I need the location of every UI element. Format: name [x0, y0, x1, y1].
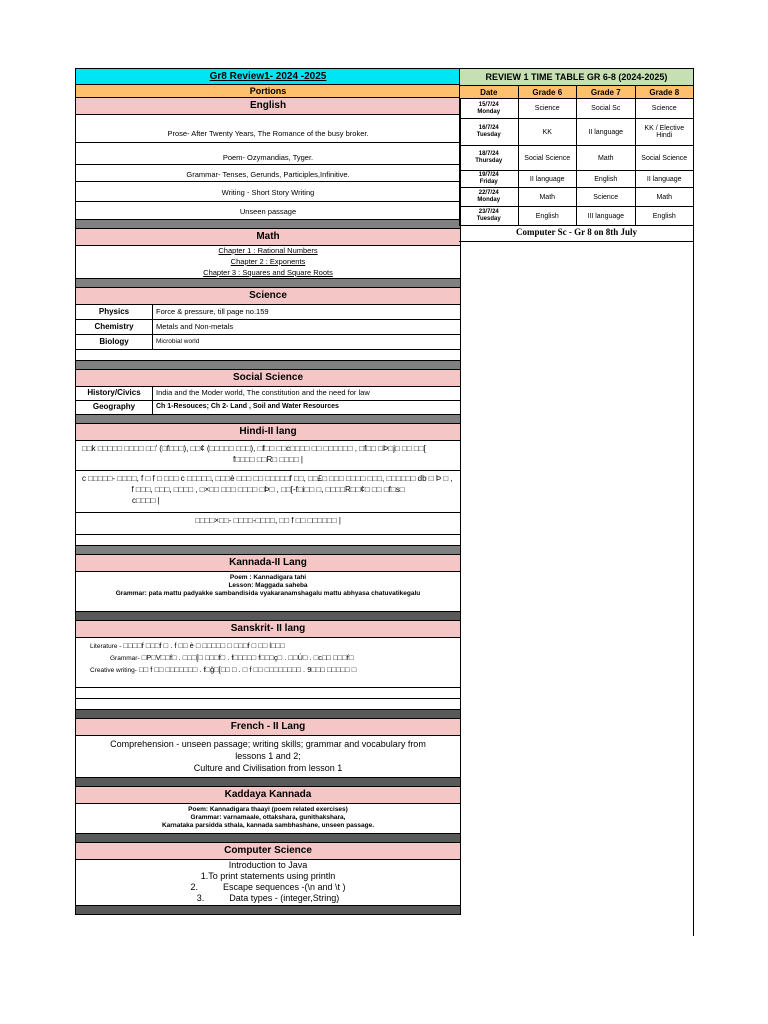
table-row: 22/7/24 Monday Math Science Math	[460, 188, 694, 207]
hindi-text-1: □□k □□□□□ □□□□ □□' (□f□□□), □□¢ (□□□□□ □□□), □f□□ □□c□□□□ □□ □□□□□□ , □f□□ □Þ□j□ □□ □□[ f□□□□ □□R□ □□□□ |	[76, 441, 460, 471]
separator	[76, 279, 460, 288]
english-grammar: Grammar- Tenses, Gerunds, Participles,Infinitive.	[76, 165, 460, 182]
separator	[76, 220, 460, 229]
separator	[76, 710, 460, 719]
english-writing: Writing - Short Story Writing	[76, 182, 460, 202]
english-prose: Prose- After Twenty Years, The Romance of the busy broker.	[76, 115, 460, 143]
table-row: 15/7/24 Monday Science Social Sc Science	[460, 99, 694, 119]
timetable-title: REVIEW 1 TIME TABLE GR 6-8 (2024-2025)	[460, 69, 694, 86]
portions-sheet	[75, 68, 461, 915]
hindi-text-2: c □□□□□- □□□□, f □ f □ □□□ c □□□□□, □□□è □□□ □□ □□□□□f □□, □□£□ □□□ □□□□ □□□, □□□□□□ db □ Þ □ , f □□□, □□□, □□□□ , □×□□ □□□ □□□□ □Þ□ , □□[-f□i□□ □, □□□□R□□¢□ □□ □f□s□ c□□□□ |	[76, 471, 460, 513]
french-content: Comprehension - unseen passage; writing skills; grammar and vocabulary from lessons 1 and 2; Culture and Civilisation from lesson 1	[76, 736, 460, 778]
hindi-heading: Hindi-II lang	[76, 424, 460, 441]
math-chapter-2: Chapter 2 : Exponents	[230, 257, 306, 266]
header-grade6: Grade 6	[518, 86, 577, 99]
header-date: Date	[460, 86, 519, 99]
french-heading: French - II Lang	[76, 719, 460, 736]
table-row: 23/7/24 Tuesday English III language English	[460, 207, 694, 226]
science-heading: Science	[76, 288, 460, 305]
sanskrit-content: Literature - □□□□f □□□f □ . f □□ è □ □□□□□ □ □□□f □ □□ l□□□ Grammar- □P□V□□f□ . □□□[□ □□□f□ . f□□□□□ f□□□ç□ . □□Ú□ . □c□□ □□□f□ Creative writing- □□ f □□ □□□□□□□ . f□ğ□[□□ □ . □ f □□ □□□□□□□□ . 9□□□ □□□□□ □	[76, 638, 460, 688]
right-border	[693, 68, 694, 936]
separator	[76, 612, 460, 621]
blank-row	[76, 688, 460, 699]
separator	[76, 834, 460, 843]
separator	[76, 546, 460, 555]
blank-row	[76, 699, 460, 710]
table-row: 16/7/24 Tuesday KK II language KK / Elective Hindi	[460, 119, 694, 146]
separator	[76, 906, 460, 915]
header-grade7: Grade 7	[577, 86, 636, 99]
science-row-biology: Biology Microbial world	[76, 335, 460, 350]
separator	[76, 361, 460, 370]
math-chapter-1: Chapter 1 : Rational Numbers	[218, 246, 318, 255]
kaddaya-heading: Kaddaya Kannada	[76, 787, 460, 804]
separator	[76, 415, 460, 424]
blank-row	[76, 535, 460, 546]
math-heading: Math	[76, 229, 460, 246]
computer-sc-note: Computer Sc - Gr 8 on 8th July	[516, 227, 637, 237]
timetable-bottom-border	[459, 241, 694, 242]
computer-content: Introduction to Java 1.To print statements using println 2. Escape sequences -(\n and \t ) 3. Data types - (integer,String)	[76, 860, 460, 906]
table-row: 19/7/24 Friday II language English II language	[460, 171, 694, 188]
english-unseen: Unseen passage	[76, 202, 460, 220]
kannada-content: Poem : Kannadigara tahi Lesson: Maggada saheba Grammar: pata mattu padyakke sambandisida vyakaranamshagalu mattu abhyasa chatuvatikegalu	[76, 572, 460, 612]
kaddaya-content: Poem: Kannadigara thaayi (poem related exercises) Grammar: varnamaale, ottakshara, gunithakshara, Karnataka parsidda sthala, kannada sambhashane, unseen passage.	[76, 804, 460, 834]
kannada-heading: Kannada-II Lang	[76, 555, 460, 572]
blank-row	[76, 350, 460, 361]
sheet-title: Gr8 Review1- 2024 -2025	[76, 68, 460, 85]
portions-header: Portions	[76, 85, 460, 98]
table-row: 18/7/24 Thursday Social Science Math Social Science	[460, 146, 694, 171]
separator	[76, 778, 460, 787]
hindi-text-3: □□□□×□□- □□□□-□□□□, □□ f □□ □□□□□□ |	[76, 513, 460, 535]
math-chapter-3: Chapter 3 : Squares and Square Roots	[76, 268, 460, 279]
timetable	[459, 68, 694, 238]
sanskrit-heading: Sanskrit- II lang	[76, 621, 460, 638]
header-grade8: Grade 8	[635, 86, 694, 99]
computer-heading: Computer Science	[76, 843, 460, 860]
social-row-geography: Geography Ch 1-Resouces; Ch 2- Land , Soil and Water Resources	[76, 401, 460, 415]
science-row-physics: Physics Force & pressure, till page no.159	[76, 305, 460, 320]
english-heading: English	[76, 98, 460, 115]
english-poem: Poem- Ozymandias, Tyger.	[76, 143, 460, 165]
social-row-history: History/Civics India and the Moder world, The constitution and the need for law	[76, 387, 460, 401]
social-heading: Social Science	[76, 370, 460, 387]
science-row-chemistry: Chemistry Metals and Non-metals	[76, 320, 460, 335]
